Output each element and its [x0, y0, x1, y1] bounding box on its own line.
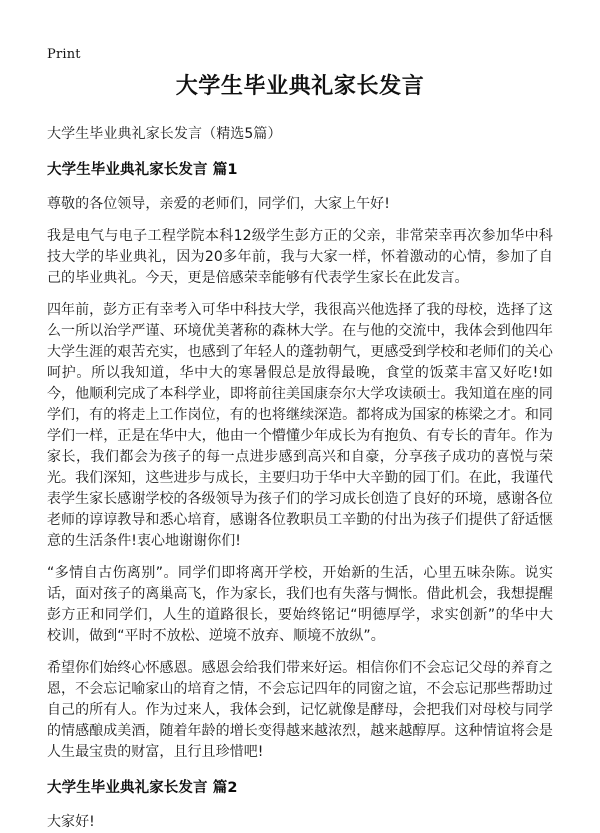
section-heading-2: 大学生毕业典礼家长发言 篇2 [47, 780, 238, 796]
paragraph: 希望你们始终心怀感恩。感恩会给我们带来好运。相信你们不会忘记父母的养育之恩，不会忘记喻家山的培育之情，不会忘记四年的同窗之谊，不会忘记那些帮助过自己的所有人。作为过来人，我体会到，记忆就像是酵母，会把我们对母校与同学的情感酿成美酒，随着年龄的增长变得越来越浓烈，越来越醇厚。这种情谊将会是人生最宝贵的财富，且行且珍惜吧! [47, 660, 553, 760]
section-heading-1: 大学生毕业典礼家长发言 篇1 [47, 162, 238, 178]
paragraph: 四年前，彭方正有幸考入可华中科技大学，我很高兴他选择了我的母校，选择了这么一所以治学严谨、环境优美著称的森林大学。在与他的交流中，我体会到他四年大学生涯的艰苦充实，也感到了年轻人的蓬勃朝气，更感受到学校和老师们的关心呵护。所以我知道，华中大的寒暑假总是放得最晚，食堂的饭菜丰富又好吃!如今，他顺利完成了本科学业，即将前往美国康奈尔大学攻读硕士。我知道在座的同学们，有的将走上工作岗位，有的也将继续深造。都将成为国家的栋梁之才。和同学们一样，正是在华中大，他由一个懵懂少年成长为有抱负、有专长的青年。作为家长，我们都会为孩子的每一点进步感到高兴和自豪，分享孩子成功的喜悦与荣光。我们深知，这些进步与成长，主要归功于华中大辛勤的园丁们。在此，我谨代表学生家长感谢学校的各级领导为孩子们的学习成长创造了良好的环境，感谢各位老师的谆谆教导和悉心培育，感谢各位教职员工辛勤的付出为孩子们提供了舒适惬意的生活条件!衷心地谢谢你们! [47, 302, 553, 549]
document-content [47, 72, 553, 833]
document-subtitle: 大学生毕业典礼家长发言（精选5篇） [47, 126, 282, 142]
paragraph: 大家好! [47, 814, 95, 830]
paragraph: 我是电气与电子工程学院本科12级学生彭方正的父亲，非常荣幸再次参加华中科技大学的毕业典礼，因为20多年前，我与大家一样，怀着激动的心情，参加了自己的毕业典礼。今天，更是倍感荣幸能够有代表学生家长在此发言。 [47, 228, 553, 286]
print-button[interactable]: Print [47, 47, 81, 62]
paragraph: “多情自古伤离别”。同学们即将离开学校，开始新的生活，心里五味杂陈。说实话，面对孩子的离巢高飞，作为家长，我们也有失落与惆怅。借此机会，我想提醒彭方正和同学们，人生的道路很长，要始终铭记“明德厚学，求实创新”的华中大校训，做到“平时不放松、逆境不放弃、顺境不放纵”。 [47, 565, 553, 644]
paragraph: 尊敬的各位领导，亲爱的老师们，同学们，大家上午好! [47, 196, 390, 212]
page-title: 大学生毕业典礼家长发言 [175, 74, 425, 99]
